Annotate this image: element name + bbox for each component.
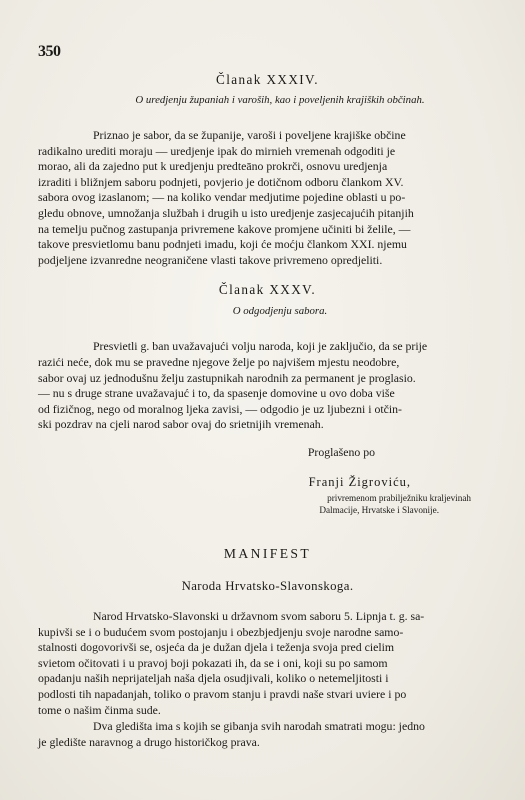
text-line: Dva gledišta ima s kojih se gibanja svih narodah smatrati mogu: jedno (93, 719, 425, 734)
manifest-heading: MANIFEST (223, 546, 312, 562)
text-line: kupivši se i o budućem svom postojanju i obezbjedjenju svoje narodne samo- (38, 624, 404, 639)
text-line: od fizičnog, nego od moralnog ljeka zavisi, — odgodio je uz ljubezni i otčin- (38, 401, 402, 416)
signatory-title-line-2: Dalmacije, Hrvatske i Slavonije. (319, 505, 439, 516)
manifest-paragraph-1 (38, 609, 497, 718)
text-line: gledu obnove, umnožanja službah i drugih u isto uredjenje zasjecajućih pitanjih (38, 205, 414, 220)
text-line: sabor ovaj uz jednodušnu želju zastupnikah narodnih za permanent je proglasio. (38, 370, 416, 385)
article-35-heading: Članak XXXV. (218, 282, 317, 298)
article-34-subheading: O uredjenju županiah i varoših, kao i poveljenih krajiških občinah. (135, 94, 425, 106)
text-line: ski pozdrav na cjeli narod sabor ovaj do srietnijih vremenah. (38, 417, 324, 432)
article-35-paragraph (38, 339, 497, 433)
page-number: 350 (38, 43, 61, 60)
article-35-subheading: O odgodjenju sabora. (232, 305, 328, 318)
text-line: je gledište naravnog a drugo historičkog prava. (38, 734, 260, 749)
text-line: izraditi i bližnjem saboru podnjeti, povjerio je dotičnom odboru člankom XV. (38, 174, 404, 189)
text-line: opadanju naših neprijateljah naša djela osudjivali, koliko o netemeljitosti i (38, 671, 389, 686)
text-line: Narod Hrvatsko-Slavonski u državnom svom saboru 5. Lipnja t. g. sa- (93, 609, 425, 624)
text-line: podjeljene izvanredne neograničene vlasti takove privremeno opredjeliti. (38, 252, 383, 267)
manifest-paragraph-2 (38, 719, 497, 750)
text-line: na temelju pučnog zastupanja privremene kakove promjene učiniti bi želile, — (38, 221, 411, 236)
text-line: Presvietli g. ban uvažavajući volju naroda, koji je zaključio, da se prije (93, 339, 428, 354)
text-line: radikalno urediti moraju — uredjenje ipak do mirnieh vremenah odgoditi je (38, 143, 396, 158)
text-line: svietom očitovati i u pravoj boji pokazati ih, da se i oni, koji su po samom (38, 655, 388, 670)
text-line: takove presvietlomu banu podnjeti imadu, koji će moćju člankom XXI. njemu (38, 237, 407, 252)
text-line: podlosti tih napadanjah, toliko o pravom stanju i pravdi naše stvari uviere i po (38, 687, 407, 702)
text-line: sabora ovog izaslanom; — na koliko vendar medjutime pojedine oblasti u po- (38, 190, 406, 205)
text-line: razići neće, dok mu se pravedne njegove želje po najvišem mjestu neodobre, (38, 354, 400, 369)
article-34-heading: Članak XXXIV. (216, 72, 319, 87)
text-line: Priznao je sabor, da se županije, varoši i poveljene krajiške občine (93, 128, 406, 142)
manifest-subheading: Naroda Hrvatsko-Slavonskoga. (181, 579, 354, 594)
text-line: tome o našim činma sude. (38, 702, 161, 717)
text-line: — nu s druge strane uvažavajuć i to, da spasenje domovine u ovo doba više (38, 386, 395, 401)
text-line: morao, ali da zajedno put k uredjenju predteāno prokrči, osnovu uredjenja (38, 159, 388, 174)
article-34-paragraph (38, 128, 497, 268)
signatory-title-line-1: privremenom prabilježniku kraljevinah (327, 493, 471, 504)
text-line: stalnosti dogovorivši se, osjeća da je dužan djela i teženja svoja pred cielim (38, 640, 395, 655)
signatory-name: Franji Žigroviću, (308, 474, 411, 489)
proclamation-line: Proglašeno po (307, 444, 375, 459)
